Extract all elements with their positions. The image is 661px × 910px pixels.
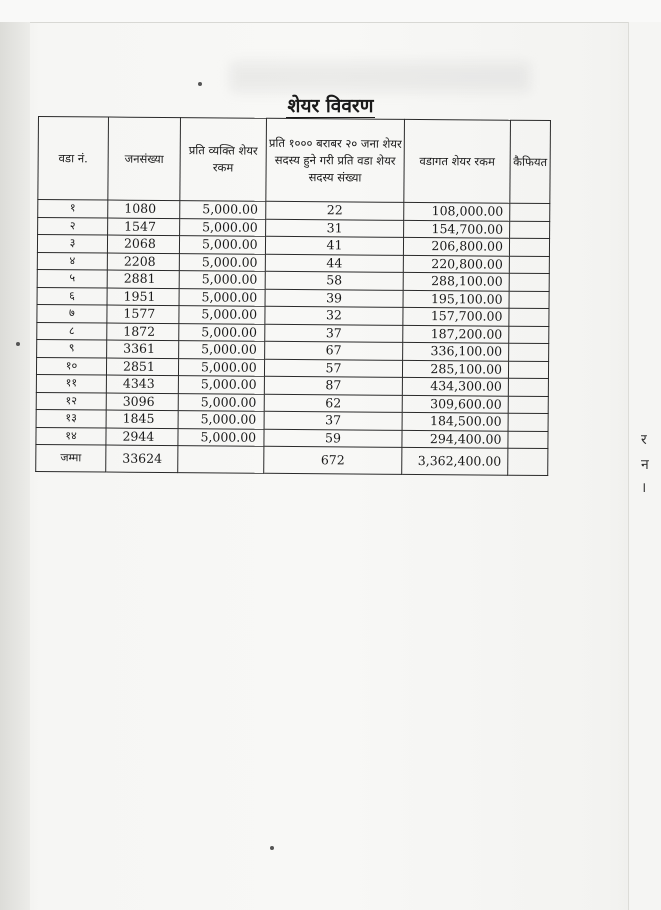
per-person-amount-cell: 5,000.00	[179, 236, 265, 254]
ward-amount-cell: 336,100.00	[403, 342, 509, 360]
member-count-cell: 37	[264, 411, 402, 430]
per-person-amount-cell: 5,000.00	[179, 288, 265, 306]
document-title: शेयर विवरण	[287, 95, 374, 117]
member-count-cell: 37	[265, 324, 403, 343]
per-person-amount-cell: 5,000.00	[178, 358, 264, 376]
scan-speck	[198, 82, 202, 86]
population-cell: 2851	[106, 358, 178, 376]
ward-amount-cell: 309,600.00	[402, 395, 508, 413]
ward-amount-cell: 285,100.00	[402, 360, 508, 378]
per-person-amount-cell: 5,000.00	[178, 411, 264, 429]
ward-amount-cell: 187,200.00	[403, 325, 509, 343]
header-member-count: प्रति १००० बराबर २० जना शेयर सदस्य हुने गरी प्रति वडा शेयर सदस्य संख्या	[266, 118, 405, 202]
page-fold-left	[0, 22, 30, 910]
ward-amount-cell: 294,400.00	[402, 430, 508, 448]
ward-no-cell: ११	[36, 374, 106, 392]
ward-no-cell: १०	[36, 357, 106, 375]
ward-no-cell: ३	[37, 235, 107, 253]
per-person-amount-cell: 5,000.00	[179, 271, 265, 289]
member-count-cell: 67	[265, 341, 403, 360]
population-cell: 2208	[107, 253, 179, 271]
per-person-amount-cell: 5,000.00	[180, 201, 266, 219]
remarks-cell	[509, 273, 549, 291]
per-person-amount-cell: 5,000.00	[179, 323, 265, 341]
remarks-cell	[508, 431, 548, 449]
population-cell: 2881	[107, 270, 179, 288]
scan-top-strip	[0, 0, 661, 23]
population-cell: 1872	[107, 323, 179, 341]
member-count-cell: 22	[266, 201, 404, 220]
remarks-cell	[508, 361, 548, 379]
per-person-amount-cell: 5,000.00	[178, 428, 264, 446]
total-amount-cell: 3,362,400.00	[402, 447, 508, 475]
member-count-cell: 31	[266, 219, 404, 238]
member-count-cell: 57	[264, 359, 402, 378]
member-count-cell: 44	[265, 254, 403, 273]
population-cell: 1845	[106, 410, 178, 428]
population-cell: 4343	[106, 375, 178, 393]
population-cell: 2944	[106, 428, 178, 446]
member-count-cell: 87	[264, 376, 402, 395]
ward-no-cell: ८	[37, 322, 107, 340]
member-count-cell: 58	[265, 271, 403, 290]
population-cell: 3361	[107, 340, 179, 358]
per-person-amount-cell: 5,000.00	[179, 253, 265, 271]
population-cell: 2068	[107, 235, 179, 253]
ward-no-cell: २	[38, 217, 108, 235]
ward-no-cell: १२	[36, 392, 106, 410]
header-population: जनसंख्या	[108, 117, 181, 201]
margin-char-3: ।	[641, 480, 647, 496]
ward-no-cell: ५	[37, 269, 107, 287]
total-population-cell: 33624	[106, 445, 178, 473]
ward-amount-cell: 195,100.00	[403, 290, 509, 308]
total-member-count-cell: 672	[264, 446, 402, 474]
ward-amount-cell: 434,300.00	[402, 377, 508, 395]
ward-amount-cell: 157,700.00	[403, 307, 509, 325]
remarks-cell	[510, 221, 550, 239]
header-ward-amount: वडागत शेयर रकम	[404, 119, 511, 203]
total-row	[36, 444, 548, 475]
ward-amount-cell: 206,800.00	[403, 237, 509, 255]
per-person-amount-cell: 5,000.00	[178, 393, 264, 411]
scan-speck	[270, 846, 274, 850]
remarks-cell	[508, 413, 548, 431]
ward-no-cell: १४	[36, 427, 106, 445]
member-count-cell: 39	[265, 289, 403, 308]
remarks-cell	[509, 256, 549, 274]
remarks-cell	[509, 238, 549, 256]
header-ward-no: वडा नं.	[38, 117, 109, 201]
population-cell: 1577	[107, 305, 179, 323]
member-count-cell: 59	[264, 429, 402, 448]
header-per-person-amount: प्रति व्यक्ति शेयर रकम	[180, 118, 267, 202]
remarks-cell	[508, 378, 548, 396]
ward-no-cell: ६	[37, 287, 107, 305]
ward-no-cell: ७	[37, 304, 107, 322]
remarks-cell	[509, 308, 549, 326]
total-per-person-cell	[178, 446, 264, 474]
scan-speck	[16, 342, 20, 346]
member-count-cell: 32	[265, 306, 403, 325]
member-count-cell: 41	[265, 236, 403, 255]
total-label-cell: जम्मा	[36, 444, 106, 472]
margin-char-2: न	[641, 457, 649, 473]
remarks-cell	[509, 326, 549, 344]
remarks-cell	[509, 343, 549, 361]
per-person-amount-cell: 5,000.00	[179, 341, 265, 359]
remarks-cell	[510, 203, 550, 221]
population-cell: 1080	[108, 200, 180, 218]
margin-char-1: र	[641, 432, 647, 448]
population-cell: 3096	[106, 393, 178, 411]
per-person-amount-cell: 5,000.00	[180, 218, 266, 236]
ward-no-cell: १	[38, 200, 108, 218]
remarks-cell	[508, 396, 548, 414]
remarks-cell	[509, 291, 549, 309]
table-header-row	[38, 117, 551, 204]
ward-amount-cell: 154,700.00	[404, 220, 510, 238]
ward-amount-cell: 288,100.00	[403, 272, 509, 290]
member-count-cell: 62	[264, 394, 402, 413]
ward-amount-cell: 108,000.00	[404, 202, 510, 220]
share-table-wrapper	[35, 116, 550, 476]
share-table	[35, 116, 551, 476]
ward-no-cell: ४	[37, 252, 107, 270]
population-cell: 1951	[107, 288, 179, 306]
total-remarks-cell	[508, 448, 548, 475]
ward-amount-cell: 220,800.00	[403, 255, 509, 273]
header-remarks: कैफियत	[510, 120, 551, 203]
ward-no-cell: ९	[37, 339, 107, 357]
ward-amount-cell: 184,500.00	[402, 412, 508, 430]
per-person-amount-cell: 5,000.00	[178, 376, 264, 394]
population-cell: 1547	[108, 218, 180, 236]
ward-no-cell: १३	[36, 409, 106, 427]
bleed-through-text	[230, 62, 530, 92]
per-person-amount-cell: 5,000.00	[179, 306, 265, 324]
